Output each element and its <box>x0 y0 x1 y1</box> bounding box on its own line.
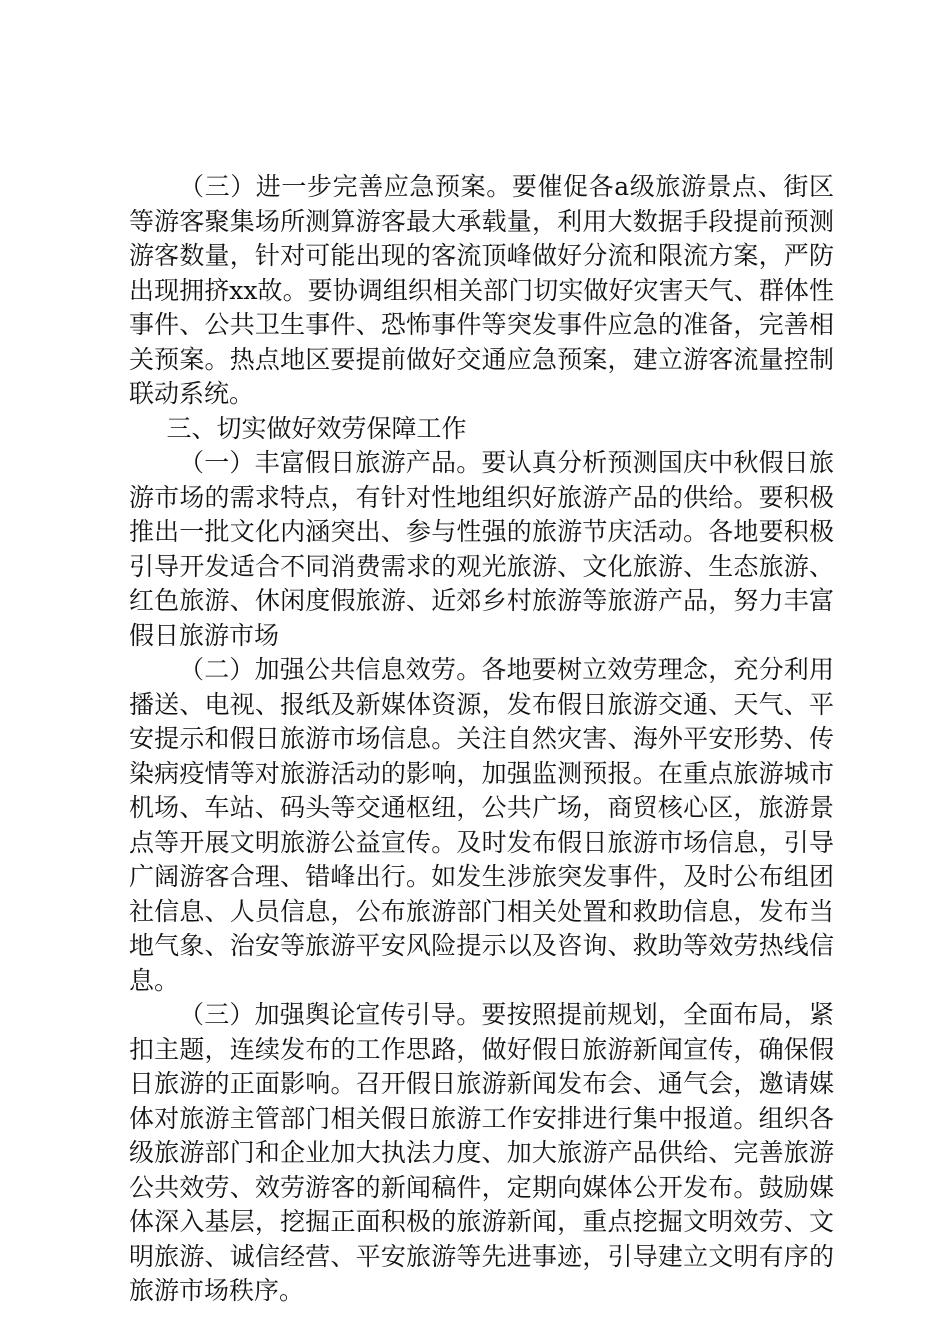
section-heading-service: 三、切实做好效劳保障工作 <box>166 413 467 443</box>
paragraph-public-info: （二）加强公共信息效劳。各地要树立效劳理念，充分利用播送、电视、报纸及新媒体资源，发布假日旅游交通、天气、平安提示和假日旅游市场信息。关注自然灾害、海外平安形势、传染病疫情等对旅游活动的影响，加强监测预报。在重点旅游城市机场、车站、码头等交通枢纽，公共广场，商贸核心区，旅游景点等开展文明旅游公益宣传。及时发布假日旅游市场信息，引导广阔游客合理、错峰出行。如发生涉旅突发事件，及时公布组团社信息、人员信息，公布旅游部门相关处置和救助信息，发布当地气象、治安等旅游平安风险提示以及咨询、救助等效劳热线信息。 <box>129 655 834 995</box>
paragraph-holiday-products: （一）丰富假日旅游产品。要认真分析预测国庆中秋假日旅游市场的需求特点，有针对性地组织好旅游产品的供给。要积极推出一批文化内涵突出、参与性强的旅游节庆活动。各地要积极引导开发适合不同消费需求的观光旅游、文化旅游、生态旅游、红色旅游、休闲度假旅游、近郊乡村旅游等旅游产品，努力丰富假日旅游市场 <box>129 448 834 650</box>
paragraph-publicity: （三）加强舆论宣传引导。要按照提前规划，全面布局，紧扣主题，连续发布的工作思路，做好假日旅游新闻宣传，确保假日旅游的正面影响。召开假日旅游新闻发布会、通气会，邀请媒体对旅游主管部门相关假日旅游工作安排进行集中报道。组织各级旅游部门和企业加大执法力度、加大旅游产品供给、完善旅游公共效劳、效劳游客的新闻稿件，定期向媒体公开发布。鼓励媒体深入基层，挖掘正面积极的旅游新闻，重点挖掘文明效劳、文明旅游、诚信经营、平安旅游等先进事迹，引导建立文明有序的旅游市场秩序。 <box>129 1000 834 1305</box>
document-body <box>129 170 834 1309</box>
paragraph-emergency-plan: （三）进一步完善应急预案。要催促各a级旅游景点、街区等游客聚集场所测算游客最大承载量，利用大数据手段提前预测游客数量，针对可能出现的客流顶峰做好分流和限流方案，严防出现拥挤xx故。要协调组织相关部门切实做好灾害天气、群体性事件、公共卫生事件、恐怖事件等突发事件应急的准备，完善相关预案。热点地区要提前做好交通应急预案，建立游客流量控制联动系统。 <box>129 172 834 408</box>
